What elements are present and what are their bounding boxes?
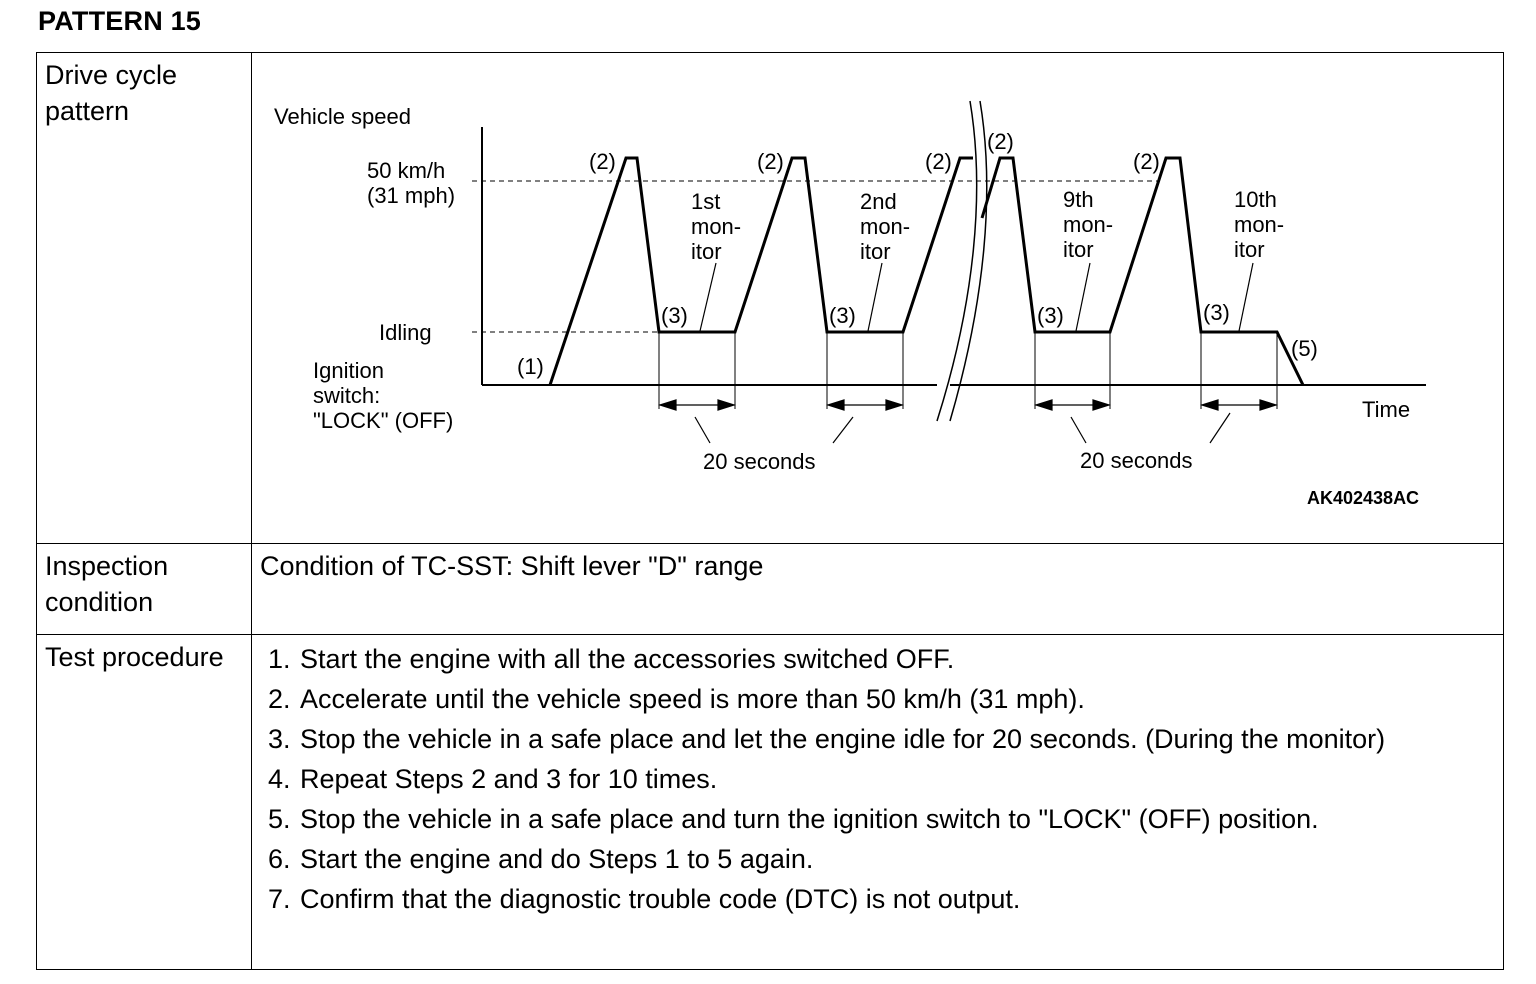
list-item: 6. Start the engine and do Steps 1 to 5 again. — [268, 844, 814, 874]
svg-text:itor: itor — [860, 239, 891, 264]
idle-box-9 — [1035, 332, 1110, 409]
idle-box-2 — [827, 332, 903, 409]
duration-arrow-1 — [660, 400, 734, 410]
marker-2: (2) — [1133, 149, 1160, 174]
inspection-condition-text: Condition of TC-SST: Shift lever "D" range — [260, 551, 764, 581]
marker-1: (1) — [517, 354, 544, 379]
svg-text:mon-: mon- — [1234, 212, 1285, 237]
svg-text:1st: 1st — [691, 189, 721, 214]
svg-text:9th: 9th — [1063, 187, 1094, 212]
marker-2: (2) — [925, 149, 952, 174]
list-item: 5. Stop the vehicle in a safe place and turn the ignition switch to "LOCK" (OFF) position. — [268, 804, 1319, 834]
drive-cycle-diagram — [252, 53, 1514, 539]
diagram-cell — [252, 53, 1504, 544]
row-label-test: Test procedure — [37, 635, 252, 970]
figure-code: AK402438AC — [1307, 488, 1420, 508]
monitor-label-9 — [1063, 187, 1113, 262]
marker-2: (2) — [987, 129, 1014, 154]
leader-lines — [695, 263, 1253, 443]
marker-3: (3) — [829, 303, 856, 328]
speed-label-mph: (31 mph) — [367, 183, 456, 208]
monitor-label-1 — [691, 189, 741, 264]
table-row — [37, 53, 1504, 544]
speed-profile-left — [550, 158, 973, 385]
svg-text:mon-: mon- — [1063, 212, 1114, 237]
svg-text:itor: itor — [691, 239, 722, 264]
svg-text:2nd: 2nd — [860, 189, 897, 214]
list-item: 3. Stop the vehicle in a safe place and let the engine idle for 20 seconds. (During the monitor) — [268, 724, 1386, 754]
x-axis-label: Time — [1362, 397, 1411, 422]
inspection-cell — [252, 544, 1504, 635]
svg-text:10th: 10th — [1234, 187, 1277, 212]
idle-box-10 — [1201, 332, 1277, 409]
row-label-inspection: Inspection condition — [37, 544, 252, 635]
page-title: PATTERN 15 — [38, 6, 202, 36]
marker-2: (2) — [589, 149, 616, 174]
list-item: 2. Accelerate until the vehicle speed is more than 50 km/h (31 mph). — [268, 684, 1085, 714]
svg-text:mon-: mon- — [691, 214, 742, 239]
duration-arrow-10 — [1202, 400, 1276, 410]
list-item: 7. Confirm that the diagnostic trouble code (DTC) is not output. — [268, 884, 1021, 914]
svg-text:itor: itor — [1234, 237, 1265, 262]
svg-text:itor: itor — [1063, 237, 1094, 262]
ignition-label-1: Ignition — [313, 358, 384, 383]
marker-2: (2) — [757, 149, 784, 174]
marker-3: (3) — [1037, 303, 1064, 328]
duration-arrow-9 — [1036, 400, 1109, 410]
ignition-label-3: "LOCK" (OFF) — [313, 408, 454, 433]
duration-label-left: 20 seconds — [703, 449, 816, 474]
idle-box-1 — [659, 332, 735, 409]
test-procedure-cell — [252, 635, 1504, 970]
monitor-label-2 — [860, 189, 910, 264]
monitor-label-10 — [1234, 187, 1284, 262]
marker-5: (5) — [1291, 336, 1318, 361]
marker-3: (3) — [661, 303, 688, 328]
duration-label-right: 20 seconds — [1080, 448, 1193, 473]
ignition-label-2: switch: — [313, 383, 381, 408]
idling-label: Idling — [379, 320, 432, 345]
duration-arrow-2 — [828, 400, 902, 410]
svg-text:mon-: mon- — [860, 214, 911, 239]
table-row — [37, 635, 1504, 970]
speed-label-kmh: 50 km/h — [367, 158, 446, 183]
list-item: 4. Repeat Steps 2 and 3 for 10 times. — [268, 764, 718, 794]
y-axis-label: Vehicle speed — [274, 104, 411, 129]
diagram-content — [274, 101, 1426, 508]
break-mark-right — [950, 101, 987, 421]
table-row — [37, 544, 1504, 635]
marker-3: (3) — [1203, 300, 1230, 325]
row-label-drive-cycle: Drive cycle pattern — [37, 53, 252, 544]
test-procedure-list — [252, 635, 1503, 917]
drive-cycle-table — [36, 52, 1504, 970]
list-item: 1. Start the engine with all the accessories switched OFF. — [268, 644, 955, 674]
